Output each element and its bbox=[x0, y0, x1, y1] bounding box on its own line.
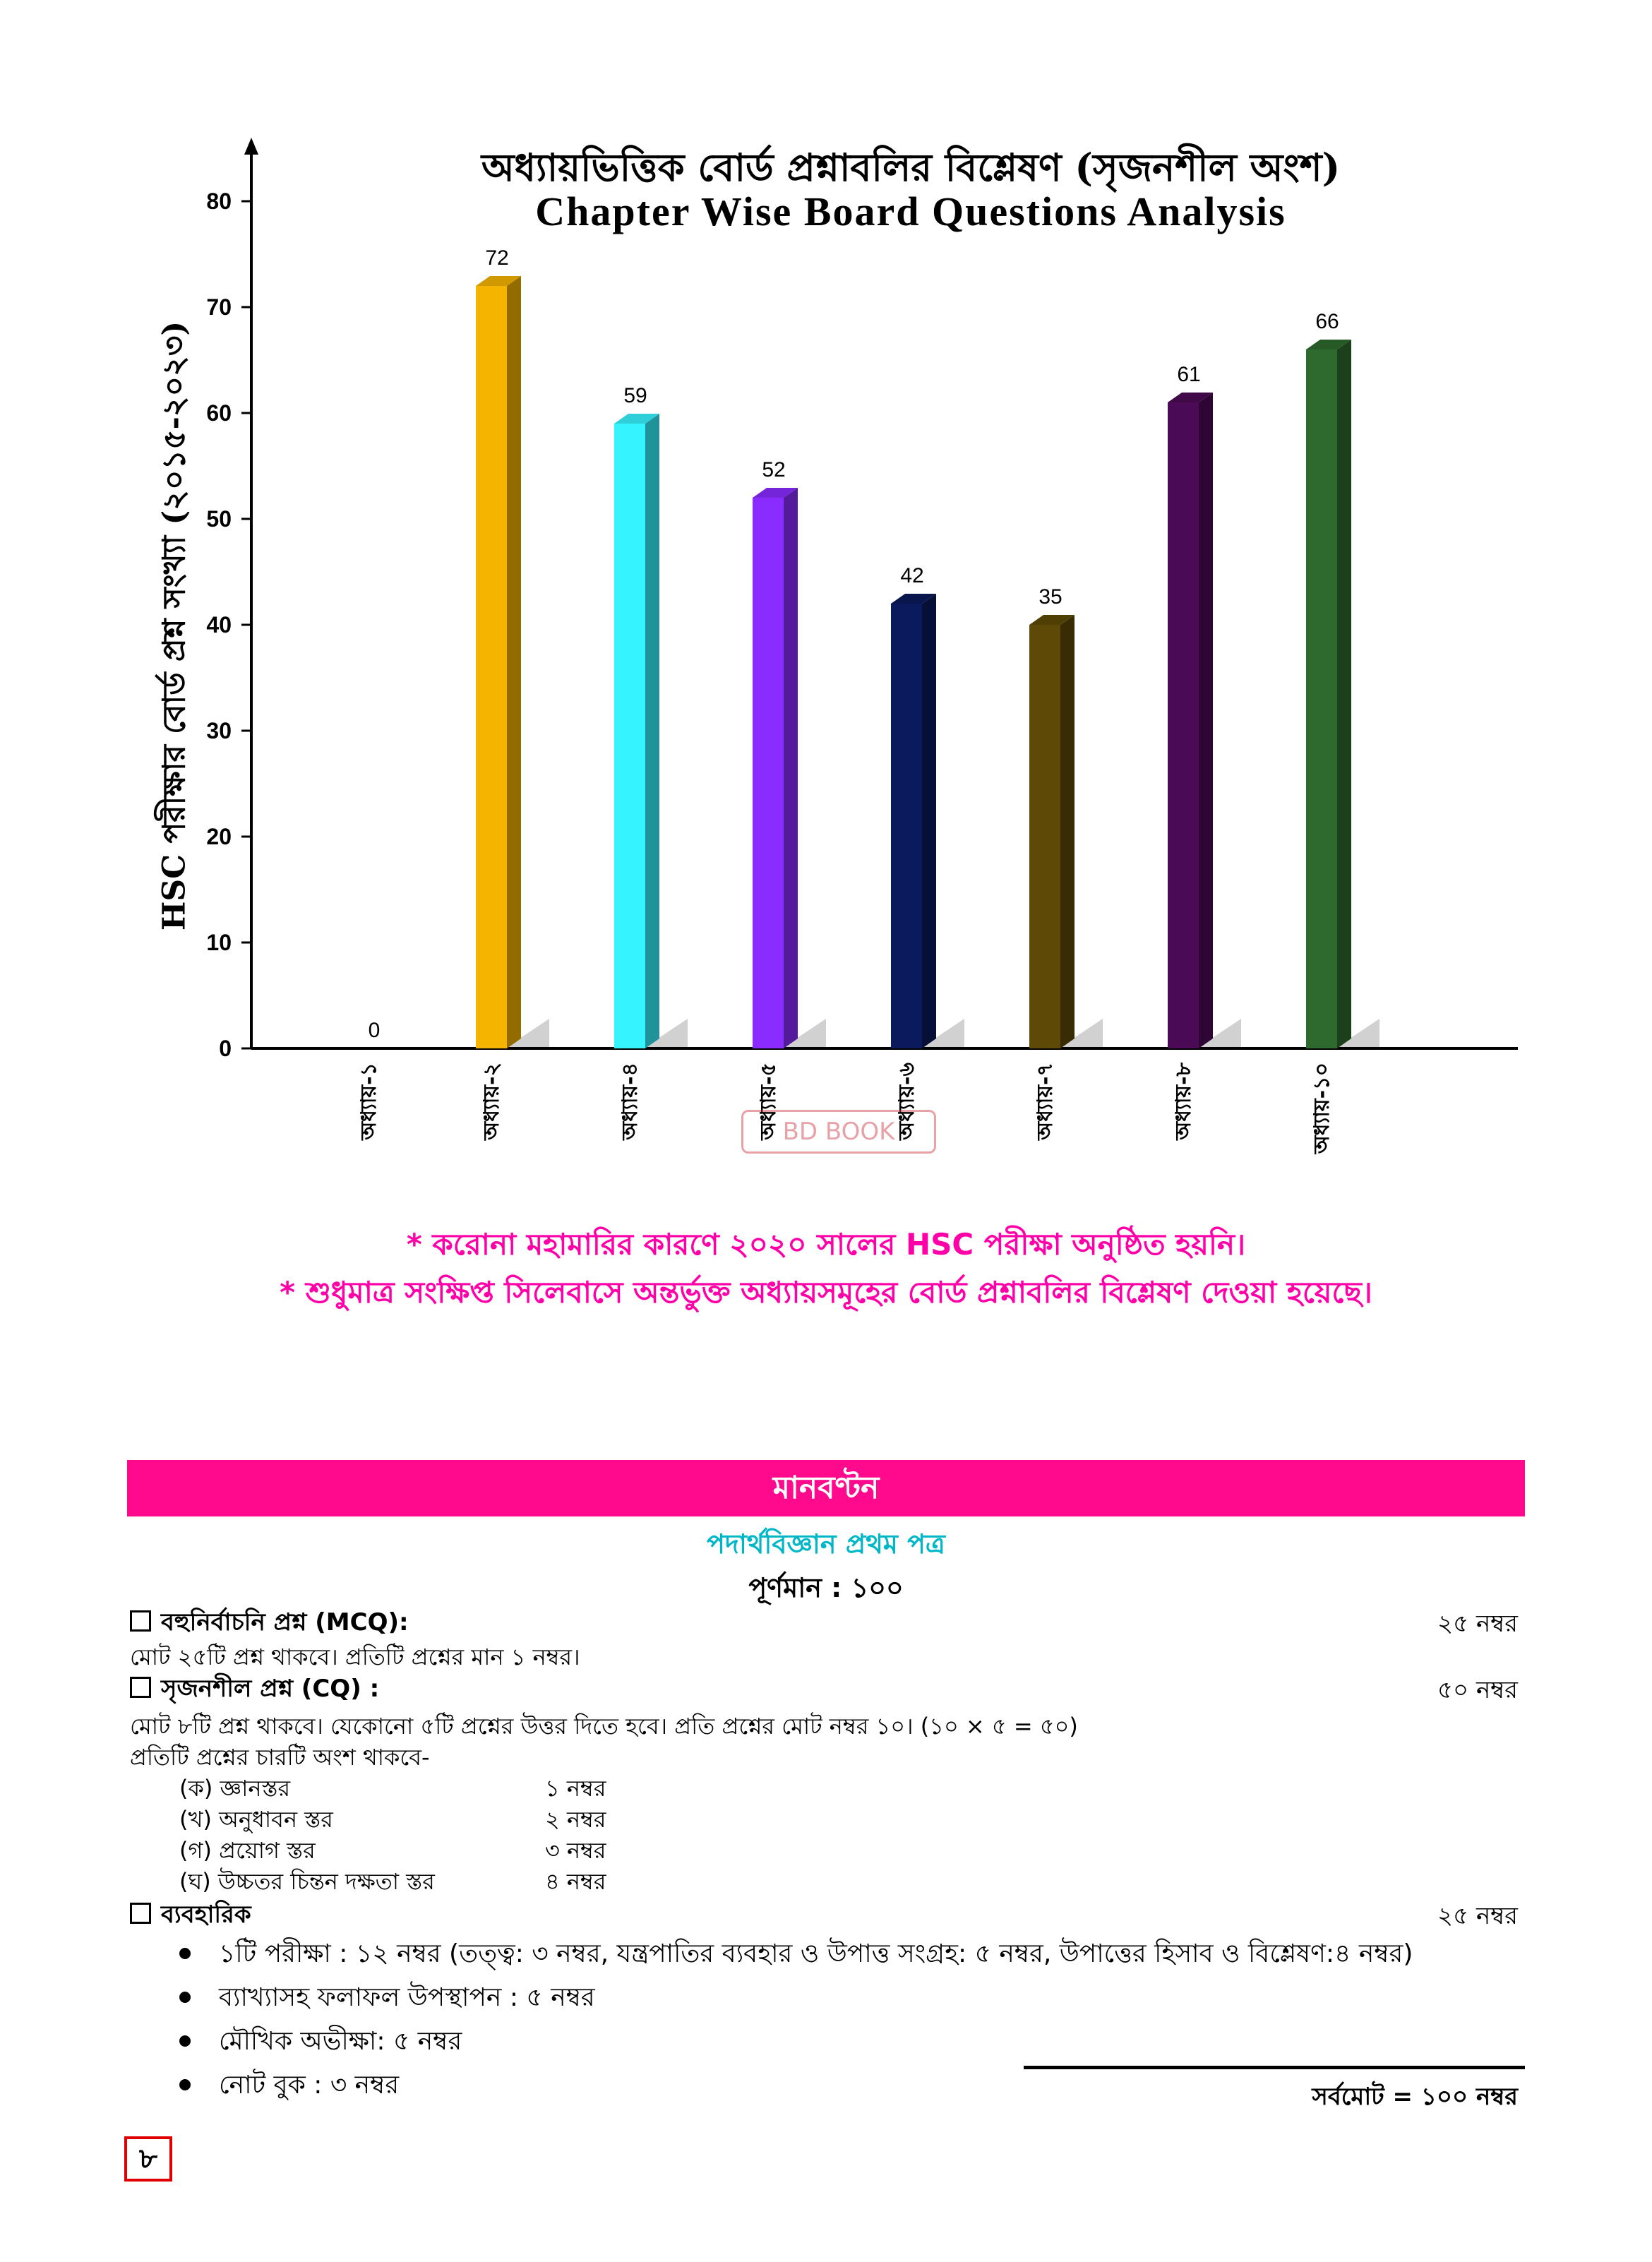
bar-side bbox=[1199, 393, 1213, 1048]
y-tick-label: 10 bbox=[206, 930, 232, 955]
practical-item: মৌখিক অভীক্ষা: ৫ নম্বর bbox=[179, 2022, 462, 2064]
practical-item: নোট বুক : ৩ নম্বর bbox=[179, 2066, 399, 2108]
y-axis-arrow-icon bbox=[244, 138, 258, 155]
bar bbox=[753, 498, 784, 1048]
practical-item: ব্যাখ্যাসহ ফলাফল উপস্থাপন : ৫ নম্বর bbox=[179, 1978, 595, 2021]
y-tick-label: 60 bbox=[206, 400, 232, 426]
data-label: 52 bbox=[762, 458, 786, 481]
bar-side bbox=[1337, 340, 1351, 1048]
bar bbox=[1306, 349, 1337, 1048]
chart-subtitle: Chapter Wise Board Questions Analysis bbox=[535, 188, 1286, 234]
x-tick-label: অধ্যায়-১০ bbox=[1310, 1063, 1334, 1154]
note-corona: * করোনা মহামারির কারণে ২০২০ সালের HSC পরীক্ষা অনুষ্ঠিত হয়নি। bbox=[406, 1227, 1246, 1262]
data-label: 66 bbox=[1315, 310, 1339, 333]
data-label: 59 bbox=[623, 384, 647, 407]
x-tick-label: অধ্যায়-৪ bbox=[618, 1063, 642, 1140]
bar bbox=[614, 424, 645, 1048]
practical-title: ব্যবহারিক bbox=[130, 1896, 251, 1937]
full-marks: পূর্ণমান : ১০০ bbox=[748, 1572, 904, 1603]
cq-part-marks: ৪ নম্বর bbox=[545, 1868, 606, 1895]
y-tick-label: 70 bbox=[206, 294, 232, 320]
mcq-marks: ২৫ নম্বর bbox=[1437, 1610, 1518, 1638]
bullet-icon bbox=[179, 2079, 191, 2090]
cq-part-marks: ২ নম্বর bbox=[545, 1806, 606, 1833]
subject-title: পদার্থবিজ্ঞান প্রথম পত্র bbox=[707, 1528, 945, 1560]
bar-side bbox=[784, 488, 798, 1048]
x-tick-label: অধ্যায়-৭ bbox=[1033, 1063, 1058, 1140]
bar bbox=[891, 604, 922, 1048]
cq-title: সৃজনশীল প্রশ্ন (CQ) : bbox=[130, 1670, 379, 1711]
cq-part-label: (খ) অনুধাবন স্তর bbox=[179, 1806, 333, 1833]
checkbox-icon bbox=[130, 1610, 151, 1632]
bar-side bbox=[1060, 615, 1075, 1048]
page-number: ৮ bbox=[124, 2136, 172, 2182]
bar-side bbox=[645, 414, 659, 1048]
y-axis-label: HSC পরীক্ষার বোর্ড প্রশ্ন সংখ্যা (২০১৫-২০২৩) bbox=[156, 321, 193, 931]
grand-total: সর্বমোট = ১০০ নম্বর bbox=[1312, 2083, 1518, 2111]
data-label: 72 bbox=[485, 246, 509, 270]
bullet-icon bbox=[179, 2035, 191, 2047]
bar-side bbox=[922, 594, 936, 1048]
y-tick-label: 20 bbox=[206, 824, 232, 849]
data-label: 61 bbox=[1177, 363, 1201, 386]
cq-parts-intro: প্রতিটি প্রশ্নের চারটি অংশ থাকবে- bbox=[130, 1744, 430, 1771]
cq-part-label: (ক) জ্ঞানস্তর bbox=[179, 1775, 291, 1802]
y-tick-label: 50 bbox=[206, 506, 232, 532]
checkbox-icon bbox=[130, 1903, 151, 1924]
practical-item: ১টি পরীক্ষা : ১২ নম্বর (তত্ত্ব: ৩ নম্বর, যন্ত্রপাতির ব্যবহার ও উপাত্ত সংগ্রহ: ৫ নম্বর, উপাত্তের হিসাব ও বিশ্লেষণ:৪ নম্বর) bbox=[179, 1934, 1413, 1977]
x-tick-label: অধ্যায়-৮ bbox=[1171, 1063, 1196, 1140]
data-label: 42 bbox=[900, 564, 924, 587]
practical-marks: ২৫ নম্বর bbox=[1437, 1902, 1518, 1930]
note-syllabus: * শুধুমাত্র সংক্ষিপ্ত সিলেবাসে অন্তর্ভুক্ত অধ্যায়সমূহের বোর্ড প্রশ্নাবলির বিশ্লেষণ দেওয়া হয়েছে। bbox=[280, 1275, 1372, 1310]
cq-part-label: (গ) প্রয়োগ স্তর bbox=[179, 1837, 316, 1864]
cq-part-marks: ৩ নম্বর bbox=[545, 1837, 606, 1864]
x-tick-label: অধ্যায়-১ bbox=[357, 1063, 381, 1140]
cq-part-label: (ঘ) উচ্চতর চিন্তন দক্ষতা স্তর bbox=[179, 1868, 435, 1895]
marks-heading: মানবণ্টন bbox=[127, 1460, 1525, 1516]
y-tick-label: 80 bbox=[206, 188, 232, 214]
data-label: 0 bbox=[368, 1019, 381, 1042]
y-tick-label: 40 bbox=[206, 612, 232, 638]
bar bbox=[476, 286, 507, 1048]
watermark: BD BOOK bbox=[741, 1110, 936, 1154]
x-tick-label: অধ্যায়-৫ bbox=[756, 1063, 781, 1140]
mcq-title: বহুনির্বাচনি প্রশ্ন (MCQ): bbox=[130, 1604, 409, 1644]
data-label: 35 bbox=[1039, 585, 1063, 609]
cq-part-marks: ১ নম্বর bbox=[545, 1775, 606, 1802]
bar bbox=[1029, 625, 1060, 1048]
total-divider bbox=[1024, 2066, 1525, 2069]
y-tick-label: 30 bbox=[206, 718, 232, 743]
bar bbox=[1168, 402, 1199, 1048]
mcq-desc: মোট ২৫টি প্রশ্ন থাকবে। প্রতিটি প্রশ্নের মান ১ নম্বর। bbox=[130, 1644, 580, 1670]
bullet-icon bbox=[179, 1992, 191, 2003]
x-tick-label: অধ্যায়-২ bbox=[479, 1063, 504, 1140]
cq-marks: ৫০ নম্বর bbox=[1437, 1676, 1518, 1704]
bar-side bbox=[507, 276, 521, 1048]
bullet-icon bbox=[179, 1948, 191, 1959]
y-tick-label: 0 bbox=[219, 1036, 232, 1061]
cq-desc: মোট ৮টি প্রশ্ন থাকবে। যেকোনো ৫টি প্রশ্নের উত্তর দিতে হবে। প্রতি প্রশ্নের মোট নম্বর ১০। (১০ × ৫ = ৫০) bbox=[130, 1713, 1078, 1740]
x-tick-label: অধ্যায়-৬ bbox=[894, 1063, 919, 1140]
chart-title: অধ্যায়ভিত্তিক বোর্ড প্রশ্নাবলির বিশ্লেষণ (সৃজনশীল অংশ) bbox=[481, 145, 1341, 190]
checkbox-icon bbox=[130, 1677, 151, 1698]
